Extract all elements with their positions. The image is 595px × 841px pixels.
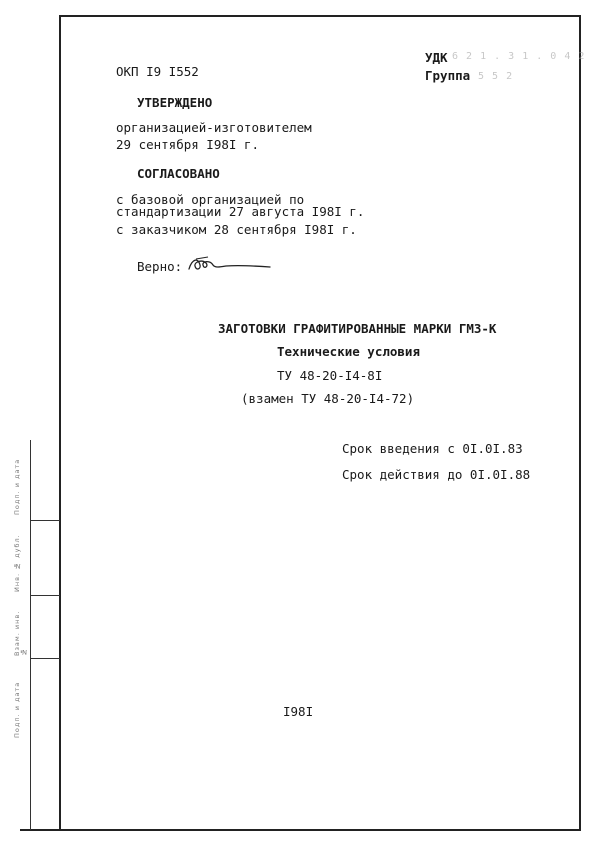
frame-top-line [60, 15, 580, 17]
agreed-heading: СОГЛАСОВАНО [137, 166, 220, 181]
udk-value: 6 2 1 . 3 1 . 0 4 2 [452, 51, 586, 62]
validity-date: Срок действия до 0I.0I.88 [342, 467, 531, 482]
document-code: ТУ 48-20-I4-8I [277, 368, 383, 383]
document-subtitle: Технические условия [277, 344, 420, 359]
agreed-line: с базовой организацией по [116, 192, 305, 207]
okp-code: ОКП I9 I552 [116, 64, 199, 79]
margin-divider [30, 595, 60, 596]
group-value: 5 5 2 [478, 71, 514, 82]
frame-right-line [579, 15, 581, 830]
agreed-line: с заказчиком 28 сентября I98I г. [116, 222, 357, 237]
agreed-line: стандартизации 27 августа I98I г. [116, 204, 365, 219]
margin-stamp-label: Взам. инв. № [13, 610, 28, 656]
approved-date: 29 сентября I98I г. [116, 137, 259, 152]
margin-stamp-label: Инв. № дубл. [13, 534, 21, 592]
group-label: Группа [425, 68, 471, 83]
approved-heading: УТВЕРЖДЕНО [137, 95, 213, 110]
document-replaces: (взамен ТУ 48-20-I4-72) [241, 391, 415, 406]
approved-by: организацией-изготовителем [116, 120, 312, 135]
margin-divider [30, 520, 60, 521]
margin-vertical-line [30, 440, 31, 830]
udk-label: УДК [425, 50, 448, 65]
margin-stamp-label: Подп. и дата [13, 681, 21, 738]
signature-icon [186, 253, 272, 275]
frame-bottom-line [20, 829, 581, 831]
intro-date: Срок введения с 0I.0I.83 [342, 441, 523, 456]
document-title: ЗАГОТОВКИ ГРАФИТИРОВАННЫЕ МАРКИ ГМЗ-К [218, 321, 497, 336]
frame-left-line [59, 15, 61, 830]
margin-divider [30, 658, 60, 659]
verified-label: Верно: [137, 259, 183, 274]
document-year: I98I [283, 704, 314, 719]
margin-stamp-label: Подп. и дата [13, 458, 21, 515]
